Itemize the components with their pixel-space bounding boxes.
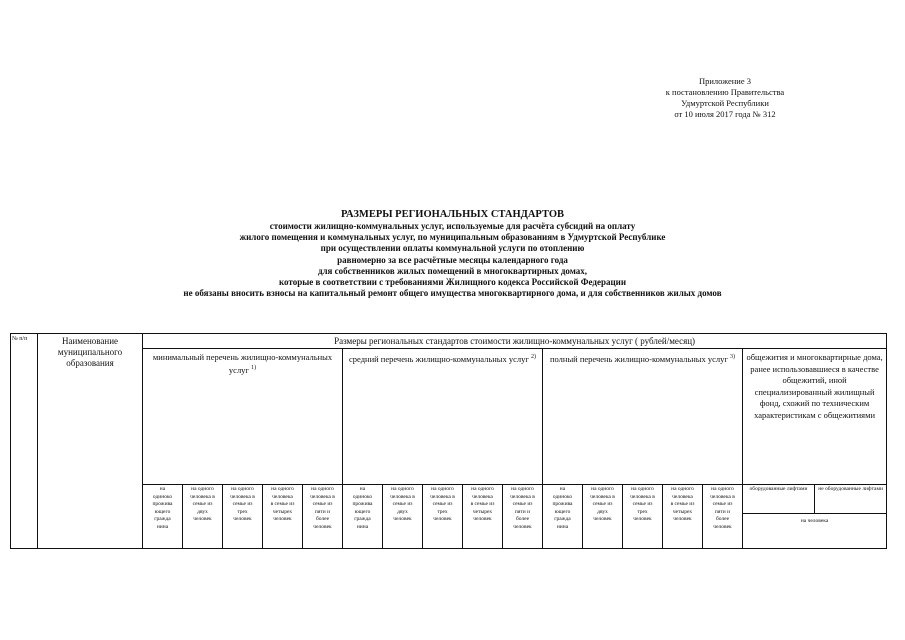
sub-header-line: в семье из bbox=[270, 501, 295, 507]
sub-header-line: семье из bbox=[632, 501, 653, 507]
subtitle-line: стоимости жилищно-коммунальных услуг, используемые для расчёта субсидий на оплату bbox=[269, 221, 636, 231]
sub-header-line: человек bbox=[593, 516, 612, 522]
sub-header-line: семье из bbox=[312, 501, 333, 507]
sub-header-line: ющего bbox=[554, 508, 571, 515]
sub-header-line: человека bbox=[672, 493, 693, 500]
sub-header-line: человека в bbox=[390, 493, 415, 500]
sub-header-line: в семье из bbox=[470, 501, 495, 507]
sub-header-line: человека bbox=[472, 493, 493, 500]
group-footnote: 1) bbox=[251, 364, 257, 371]
sub-header-line: на одного bbox=[191, 486, 214, 492]
sub-header-line: человек bbox=[393, 516, 412, 522]
group-footnote: 2) bbox=[530, 354, 536, 360]
sub-header-line: на одного bbox=[311, 486, 334, 492]
sub-header-line: двух bbox=[597, 508, 608, 515]
sub-header-family-two bbox=[383, 485, 423, 549]
sub-header-line: одиноко bbox=[552, 493, 573, 500]
with-lift-header: оборудованные лифтами bbox=[743, 485, 815, 514]
sub-header-family-four bbox=[663, 485, 703, 549]
sub-header-line: человека в bbox=[510, 493, 535, 500]
sub-header-line: пяти и bbox=[314, 508, 331, 515]
sub-header-line: человек bbox=[673, 516, 692, 522]
appendix-date: от 10 июля 2017 года № 312 bbox=[674, 109, 776, 119]
group-footnote: 3) bbox=[730, 354, 736, 360]
sub-header-single bbox=[543, 485, 583, 549]
appendix-header bbox=[600, 76, 850, 120]
sub-header-line: семье из bbox=[432, 501, 453, 507]
subtitle-line: не обязаны вносить взносы на капитальный ремонт общего имущества многоквартирного дома, и для собственников жилых домов bbox=[183, 288, 722, 299]
sub-header-line: прожива bbox=[152, 501, 173, 507]
sub-header-line: двух bbox=[197, 508, 208, 515]
appendix-republic: Удмуртской Республики bbox=[681, 98, 769, 108]
average-services-header bbox=[343, 349, 543, 485]
municipality-name-header: Наименование муниципального образования bbox=[38, 334, 143, 549]
sub-header-line: на одного bbox=[231, 486, 254, 492]
minimal-services-header bbox=[143, 349, 343, 485]
sub-header-line: прожива bbox=[552, 501, 573, 507]
sub-header-line: гражда bbox=[154, 516, 171, 522]
sub-header-line: прожива bbox=[352, 501, 373, 507]
document-subtitle bbox=[0, 221, 905, 299]
sub-header-family-five-plus bbox=[703, 485, 743, 549]
sub-header-line: на одного bbox=[271, 486, 294, 492]
sub-header-family-two bbox=[583, 485, 623, 549]
without-lift-header: не оборудованные лифтами bbox=[815, 485, 887, 514]
sub-header-line: человека в bbox=[710, 493, 735, 500]
sub-header-line: гражда bbox=[354, 516, 371, 522]
sub-header-line: человек bbox=[513, 523, 532, 530]
sub-header-line: семье из bbox=[592, 501, 613, 507]
sub-header-line: семье из bbox=[232, 501, 253, 507]
sub-header-line: на bbox=[559, 486, 566, 492]
sub-header-line: на одного bbox=[591, 486, 614, 492]
sub-header-family-three bbox=[623, 485, 663, 549]
sub-header-line: человек bbox=[633, 516, 652, 522]
sub-header-family-five-plus bbox=[303, 485, 343, 549]
sub-header-line: на одного bbox=[711, 486, 734, 492]
sub-header-line: человек bbox=[273, 516, 292, 522]
sub-header-line: человек bbox=[233, 516, 252, 522]
sub-header-line: трех bbox=[437, 508, 448, 515]
sub-header-line: ющего bbox=[354, 508, 371, 515]
sub-header-line: в семье из bbox=[670, 501, 695, 507]
sub-header-line: человек bbox=[433, 516, 452, 522]
sub-header-family-four bbox=[463, 485, 503, 549]
sub-header-line: на bbox=[159, 486, 166, 492]
sub-header-line: нина bbox=[556, 523, 569, 530]
sub-header-line: четырех bbox=[272, 508, 293, 515]
sub-header-line: ющего bbox=[154, 508, 171, 515]
subtitle-line: при осуществлении оплаты коммунальной услуги по отоплению bbox=[320, 243, 585, 254]
sub-header-line: человека в bbox=[430, 493, 455, 500]
group-label: средний перечень жилищно-коммунальных услуг bbox=[349, 353, 529, 364]
sub-header-family-four bbox=[263, 485, 303, 549]
group-label: минимальный перечень жилищно-коммунальных услуг bbox=[152, 352, 333, 375]
sub-header-line: человек bbox=[713, 523, 732, 530]
sub-header-line: пяти и bbox=[514, 508, 531, 515]
sub-header-line: человек bbox=[193, 516, 212, 522]
sub-header-line: четырех bbox=[472, 508, 493, 515]
appendix-number: Приложение 3 bbox=[699, 76, 751, 86]
sub-header-line: семье из bbox=[392, 501, 413, 507]
row-number-header: № п/п bbox=[11, 334, 38, 549]
sub-header-line: более bbox=[315, 516, 330, 522]
sub-header-line: на одного bbox=[671, 486, 694, 492]
sub-header-family-five-plus bbox=[503, 485, 543, 549]
dormitory-header: общежития и многоквартирные дома, ранее использовавшиеся в качестве общежитий, иной специализированный жилищный фонд, схожий по техническим характеристикам с общежитиями bbox=[743, 349, 887, 485]
sub-header-line: семье из bbox=[712, 501, 733, 507]
sub-header-line: человека в bbox=[630, 493, 655, 500]
full-services-header bbox=[543, 349, 743, 485]
subtitle-line: которые в соответствии с требованиями Жилищного кодекса Российской Федерации bbox=[278, 277, 627, 288]
subtitle-line: для собственников жилых помещений в многоквартирных домах, bbox=[317, 265, 588, 276]
standards-main-header: Размеры региональных стандартов стоимости жилищно-коммунальных услуг ( рублей/месяц) bbox=[143, 334, 887, 349]
sub-header-line: человека в bbox=[230, 493, 255, 500]
sub-header-line: трех bbox=[637, 508, 648, 515]
sub-header-line: двух bbox=[397, 508, 408, 515]
sub-header-single bbox=[343, 485, 383, 549]
sub-header-line: более bbox=[715, 516, 730, 522]
group-label: полный перечень жилищно-коммунальных услуг bbox=[549, 353, 728, 364]
document-title: РАЗМЕРЫ РЕГИОНАЛЬНЫХ СТАНДАРТОВ bbox=[340, 209, 565, 220]
sub-header-line: семье из bbox=[192, 501, 213, 507]
sub-header-line: пяти и bbox=[714, 508, 731, 515]
sub-header-line: гражда bbox=[554, 516, 571, 522]
subtitle-line: равномерно за все расчётные месяцы календарного года bbox=[337, 254, 568, 265]
sub-header-line: на одного bbox=[471, 486, 494, 492]
sub-header-family-three bbox=[223, 485, 263, 549]
sub-header-line: человека в bbox=[190, 493, 215, 500]
sub-header-single bbox=[143, 485, 183, 549]
sub-header-line: четырех bbox=[672, 508, 693, 515]
sub-header-line: более bbox=[515, 516, 530, 522]
sub-header-line: нина bbox=[356, 523, 369, 530]
sub-header-line: на одного bbox=[631, 486, 654, 492]
per-person-header: на человека bbox=[743, 513, 887, 548]
sub-header-line: человека в bbox=[590, 493, 615, 500]
sub-header-family-two bbox=[183, 485, 223, 549]
sub-header-line: на одного bbox=[431, 486, 454, 492]
sub-header-line: на одного bbox=[391, 486, 414, 492]
sub-header-line: на одного bbox=[511, 486, 534, 492]
subtitle-line: жилого помещения и коммунальных услуг, по муниципальным образованиям в Удмуртской Республике bbox=[239, 232, 666, 243]
sub-header-line: семье из bbox=[512, 501, 533, 507]
sub-header-line: человек bbox=[313, 523, 332, 530]
sub-header-line: трех bbox=[237, 508, 248, 515]
appendix-resolution: к постановлению Правительства bbox=[665, 87, 785, 97]
sub-header-line: одиноко bbox=[152, 493, 173, 500]
sub-header-family-three bbox=[423, 485, 463, 549]
standards-table bbox=[10, 333, 887, 549]
sub-header-line: нина bbox=[156, 523, 169, 530]
sub-header-line: одиноко bbox=[352, 493, 373, 500]
sub-header-line: на bbox=[359, 486, 366, 492]
sub-header-line: человека bbox=[272, 493, 293, 500]
sub-header-line: человека в bbox=[310, 493, 335, 500]
sub-header-line: человек bbox=[473, 516, 492, 522]
